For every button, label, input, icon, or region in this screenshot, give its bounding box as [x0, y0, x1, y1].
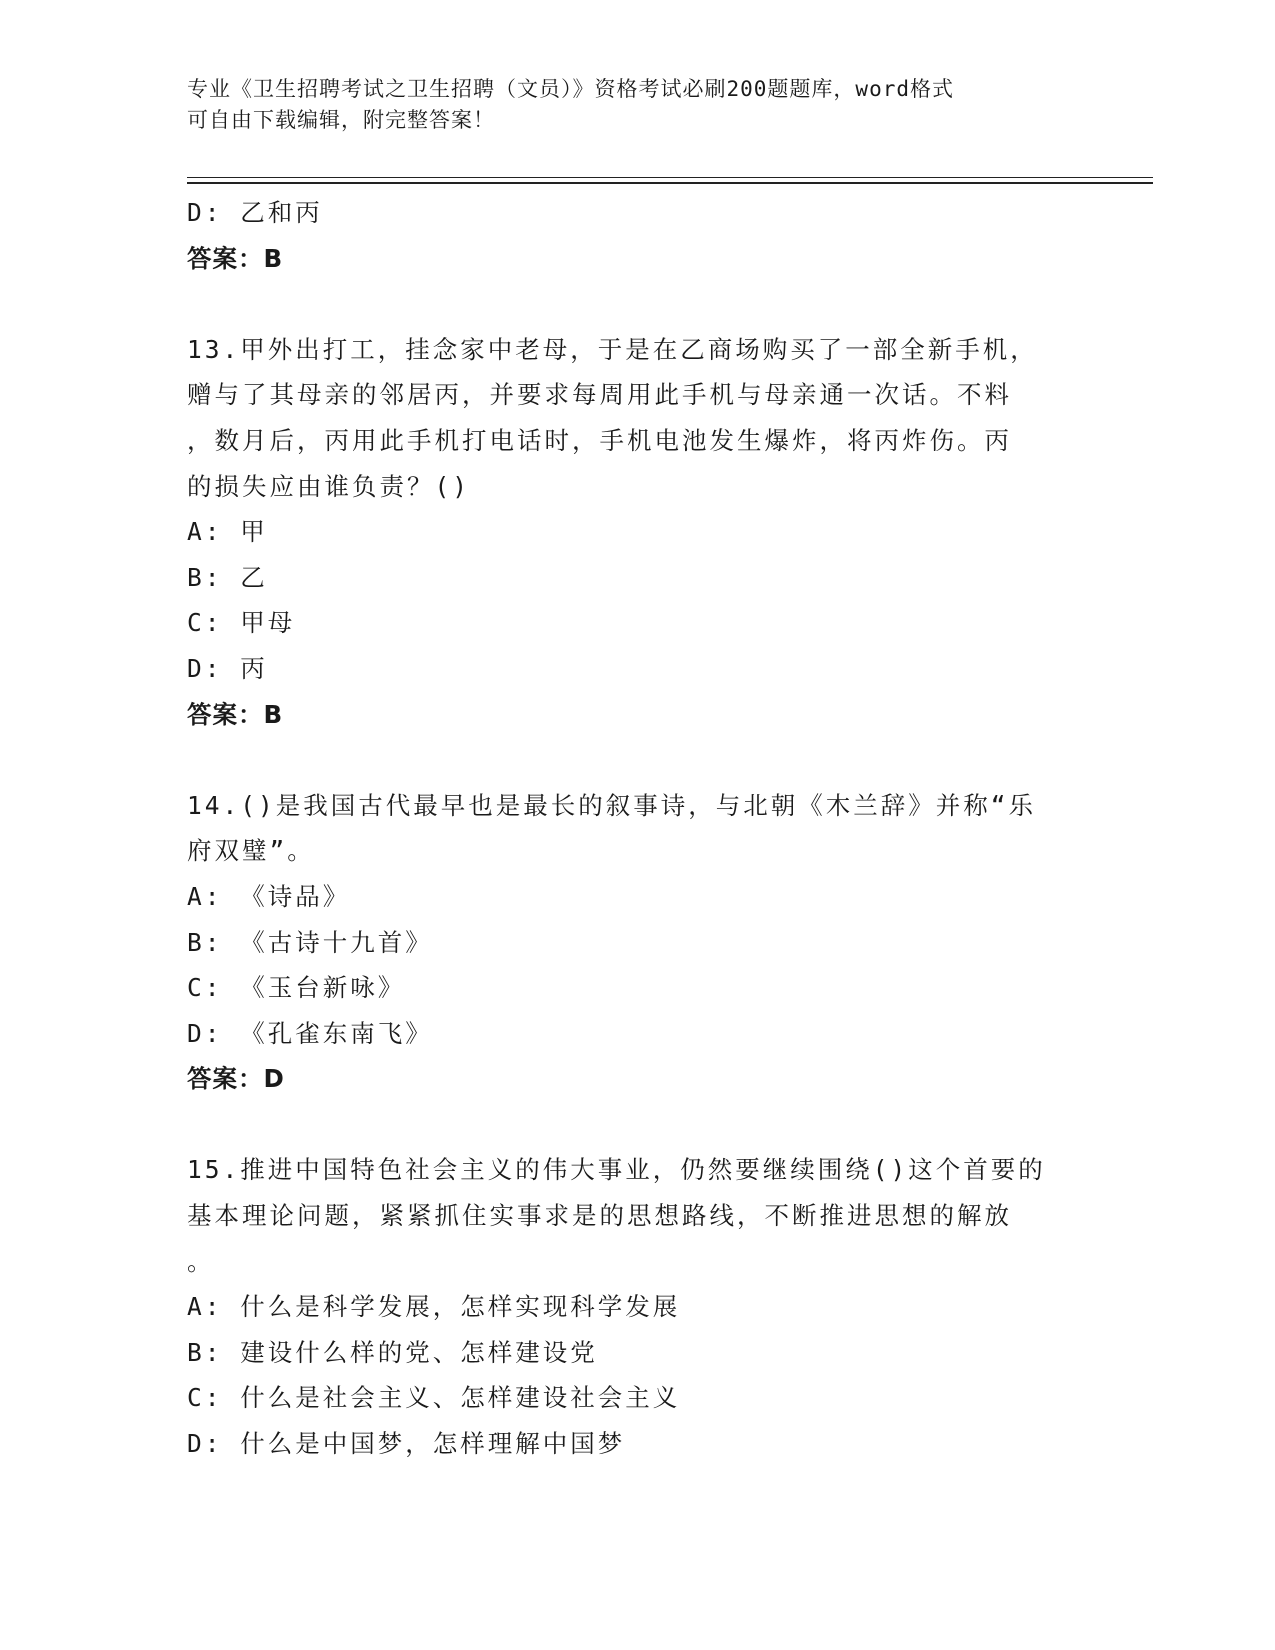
question-stem-line: 13.甲外出打工，挂念家中老母，于是在乙商场购买了一部全新手机， [187, 334, 1038, 364]
question-block-13 [187, 327, 1087, 737]
question-stem-line: 14.()是我国古代最早也是最长的叙事诗，与北朝《木兰辞》并称“乐 [187, 790, 1036, 820]
option-c: C: 甲母 [187, 608, 296, 638]
question-block-14 [187, 783, 1087, 1102]
answer-line: 答案：D [187, 1064, 285, 1094]
option-c: C: 什么是社会主义、怎样建设社会主义 [187, 1383, 681, 1413]
option-b: B: 建设什么样的党、怎样建设党 [187, 1337, 598, 1367]
question-stem-line: 府双璧”。 [187, 836, 315, 866]
question-block-prev [187, 190, 1087, 281]
spacer [187, 737, 1087, 783]
option-d: D: 《孔雀东南飞》 [187, 1018, 433, 1048]
question-block-15 [187, 1147, 1087, 1466]
question-stem-line: 的损失应由谁负责？() [187, 471, 470, 501]
option-b: B: 《古诗十九首》 [187, 927, 433, 957]
header-line-2: 可自由下载编辑，附完整答案！ [187, 108, 495, 132]
question-stem-line: ，数月后，丙用此手机打电话时，手机电池发生爆炸，将丙炸伤。丙 [187, 425, 1012, 455]
option-d: D: 丙 [187, 653, 268, 683]
question-stem-line: 基本理论问题，紧紧抓住实事求是的思想路线，不断推进思想的解放 [187, 1201, 1012, 1231]
answer-line: 答案：B [187, 243, 284, 273]
question-list [187, 190, 1087, 1467]
header-line-1: 专业《卫生招聘考试之卫生招聘（文员）》资格考试必刷200题题库，word格式 [187, 77, 954, 101]
option-c: C: 《玉台新咏》 [187, 973, 406, 1003]
page-header [187, 74, 1087, 136]
option-d: D: 乙和丙 [187, 198, 323, 227]
option-b: B: 乙 [187, 562, 268, 592]
spacer [187, 281, 1087, 327]
question-stem-line: 15.推进中国特色社会主义的伟大事业，仍然要继续围绕()这个首要的 [187, 1155, 1046, 1185]
option-a: A: 甲 [187, 517, 268, 547]
option-d: D: 什么是中国梦，怎样理解中国梦 [187, 1429, 626, 1459]
option-a: A: 《诗品》 [187, 881, 351, 911]
spacer [187, 1102, 1087, 1148]
header-rule-thick [187, 182, 1153, 184]
question-stem-line: 。 [187, 1246, 215, 1276]
question-stem-line: 赠与了其母亲的邻居丙，并要求每周用此手机与母亲通一次话。不料 [187, 380, 1012, 410]
header-rule-thin [187, 177, 1153, 178]
answer-line: 答案：B [187, 699, 284, 729]
option-a: A: 什么是科学发展，怎样实现科学发展 [187, 1292, 681, 1322]
